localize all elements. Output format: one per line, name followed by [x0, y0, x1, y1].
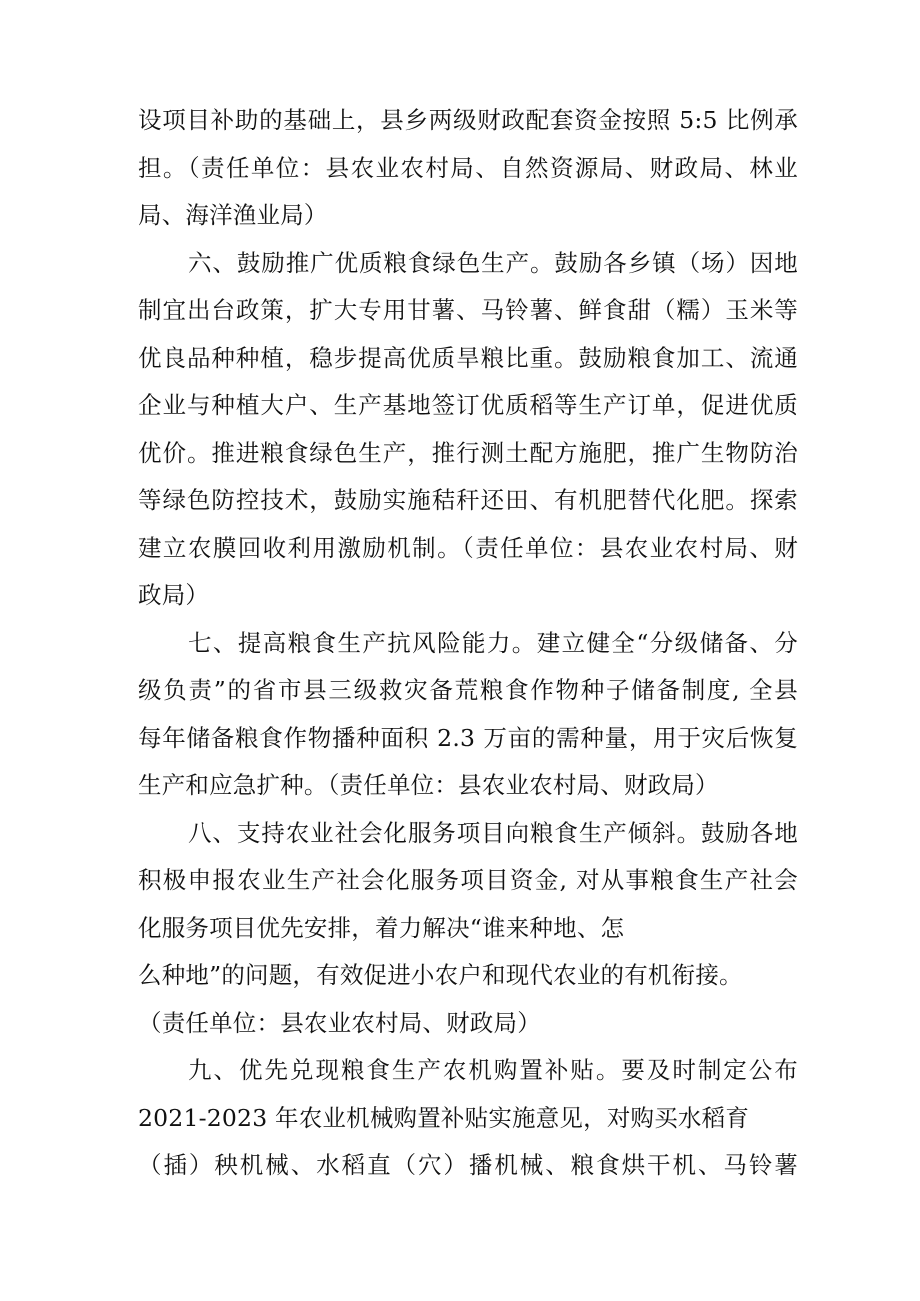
text-line: 政局）	[138, 581, 210, 609]
paragraph-heading-line: 六、鼓励推广优质粮食绿色生产。鼓励各乡镇（场）因地	[188, 248, 798, 277]
text-line: 么种地”的问题，有效促进小农户和现代农业的有机衔接。	[138, 961, 743, 989]
text-line: 生产和应急扩种。（责任单位：县农业农村局、财政局）	[138, 771, 719, 799]
text-line: 级负责”的省市县三级救灾备荒粮食作物种子储备制度, 全县	[138, 676, 798, 704]
text-line: 2021-2023 年农业机械购置补贴实施意见，对购买水稻育	[138, 1103, 750, 1132]
text-line: 局、海洋渔业局）	[138, 201, 328, 229]
text-line: 建立农膜回收利用激励机制。（责任单位：县农业农村局、财	[138, 533, 798, 562]
text-line: 优价。推进粮食绿色生产，推行测土配方施肥，推广生物防治	[138, 438, 798, 467]
paragraph-heading-line: 七、提高粮食生产抗风险能力。建立健全“分级储备、分	[188, 628, 798, 657]
paragraph-heading-line: 九、优先兑现粮食生产农机购置补贴。要及时制定公布	[188, 1056, 798, 1084]
text-line: 制宜出台政策，扩大专用甘薯、马铃薯、鲜食甜（糯）玉米等	[138, 296, 798, 324]
text-line: 优良品种种植，稳步提高优质旱粮比重。鼓励粮食加工、流通	[138, 343, 798, 372]
text-line: 化服务项目优先安排，着力解决“谁来种地、怎	[138, 913, 625, 942]
text-line: 设项目补助的基础上，县乡两级财政配套资金按照 5:5 比例承	[138, 106, 798, 134]
paragraph-heading-line: 八、支持农业社会化服务项目向粮食生产倾斜。鼓励各地	[188, 818, 798, 847]
text-line: （责任单位：县农业农村局、财政局）	[138, 1008, 541, 1037]
document-body	[138, 97, 798, 1190]
text-line: 每年储备粮食作物播种面积 2.3 万亩的需种量，用于灾后恢复	[138, 723, 798, 752]
text-line: 积极申报农业生产社会化服务项目资金, 对从事粮食生产社会	[138, 866, 798, 894]
text-line: （插）秧机械、水稻直（穴）播机械、粮食烘干机、马铃薯	[138, 1151, 798, 1179]
text-line: 等绿色防控技术，鼓励实施秸秆还田、有机肥替代化肥。探索	[138, 486, 798, 514]
text-line: 企业与种植大户、生产基地签订优质稻等生产订单，促进优质	[138, 391, 798, 419]
text-line: 担。（责任单位：县农业农村局、自然资源局、财政局、林业	[138, 153, 798, 182]
